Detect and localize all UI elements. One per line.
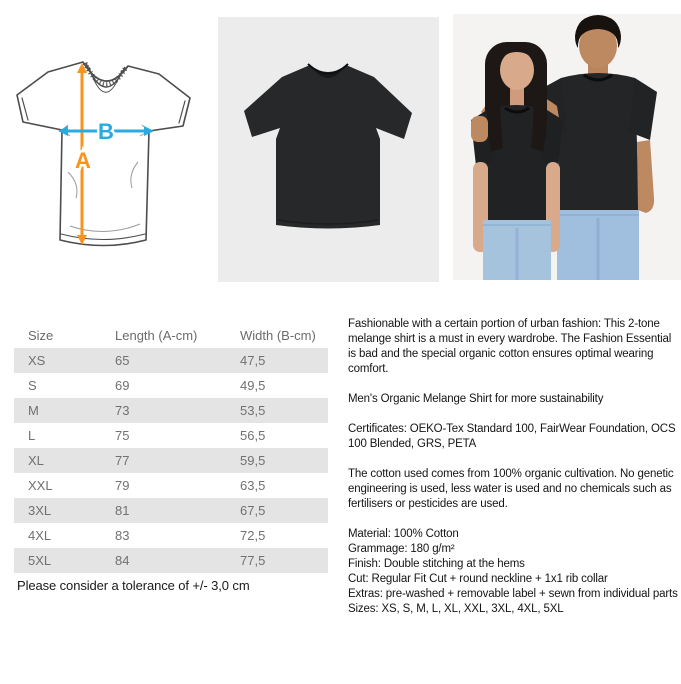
cell-size: XS (28, 353, 46, 368)
hand-on-shoulder (471, 116, 488, 142)
cell-length: 73 (115, 403, 130, 418)
tolerance-note: Please consider a tolerance of +/- 3,0 cm (17, 578, 250, 593)
cell-width: 56,5 (240, 428, 266, 443)
cell-width: 72,5 (240, 528, 266, 543)
description-subtitle: Men's Organic Melange Shirt for more sustainability (348, 393, 604, 405)
description-intro: Fashionable with a certain portion of urban fashion: This 2-tone melange shirt is a must in every wardrobe. The Fashion Essential is bad and the special organic cotton ensures optimal wearing comfort. (348, 318, 672, 375)
table-row (14, 373, 328, 398)
cell-size: M (28, 403, 39, 418)
cell-length: 84 (115, 553, 130, 568)
measure-label-a: A (75, 148, 91, 173)
column-header-size: Size (28, 327, 54, 343)
cell-size: XL (28, 453, 44, 468)
spec-list (348, 527, 680, 617)
size-table (14, 322, 328, 573)
spec-extras: Extras: pre-washed + removable label + sewn from individual parts (348, 588, 678, 600)
size-table-header (14, 322, 328, 348)
size-measurement-diagram (10, 12, 197, 285)
product-description (348, 317, 680, 617)
cell-size: L (28, 428, 36, 443)
table-row (14, 473, 328, 498)
measure-label-b: B (98, 119, 114, 144)
cell-width: 63,5 (240, 478, 266, 493)
cell-length: 83 (115, 528, 130, 543)
table-row (14, 348, 328, 373)
cell-size: 4XL (28, 528, 52, 543)
product-flat-photo (218, 17, 439, 282)
cell-size: 5XL (28, 553, 52, 568)
spec-finish: Finish: Double stitching at the hems (348, 558, 525, 570)
cell-size: XXL (28, 478, 53, 493)
description-certificates: Certificates: OEKO-Tex Standard 100, FairWear Foundation, OCS 100 Blended, GRS, PETA (348, 423, 676, 450)
cell-length: 79 (115, 478, 130, 493)
cell-length: 75 (115, 428, 130, 443)
black-tshirt-flat-image (218, 17, 439, 282)
models-wearing-tshirts-image (453, 14, 681, 280)
cell-width: 77,5 (240, 553, 266, 568)
cell-length: 81 (115, 503, 130, 518)
tshirt-outline-drawing (10, 12, 197, 285)
description-cotton: The cotton used comes from 100% organic cultivation. No genetic engineering is used, less water is used and no chemicals such as fertilisers or pesticides are used. (348, 468, 674, 510)
column-header-width: Width (B-cm) (240, 327, 316, 343)
cell-length: 77 (115, 453, 130, 468)
table-row (14, 523, 328, 548)
spec-material: Material: 100% Cotton (348, 528, 459, 540)
column-header-length: Length (A-cm) (115, 327, 198, 343)
table-row (14, 498, 328, 523)
cell-width: 59,5 (240, 453, 266, 468)
spec-cut: Cut: Regular Fit Cut + round neckline + 1x1 rib collar (348, 573, 608, 585)
cell-size: S (28, 378, 37, 393)
cell-length: 65 (115, 353, 130, 368)
cell-width: 47,5 (240, 353, 266, 368)
table-row (14, 398, 328, 423)
cell-width: 49,5 (240, 378, 266, 393)
cell-size: 3XL (28, 503, 52, 518)
table-row (14, 448, 328, 473)
models-photo (453, 14, 681, 280)
table-row (14, 548, 328, 573)
cell-length: 69 (115, 378, 130, 393)
spec-sizes: Sizes: XS, S, M, L, XL, XXL, 3XL, 4XL, 5XL (348, 603, 564, 615)
cell-width: 53,5 (240, 403, 266, 418)
table-row (14, 423, 328, 448)
cell-width: 67,5 (240, 503, 266, 518)
spec-grammage: Grammage: 180 g/m² (348, 543, 455, 555)
